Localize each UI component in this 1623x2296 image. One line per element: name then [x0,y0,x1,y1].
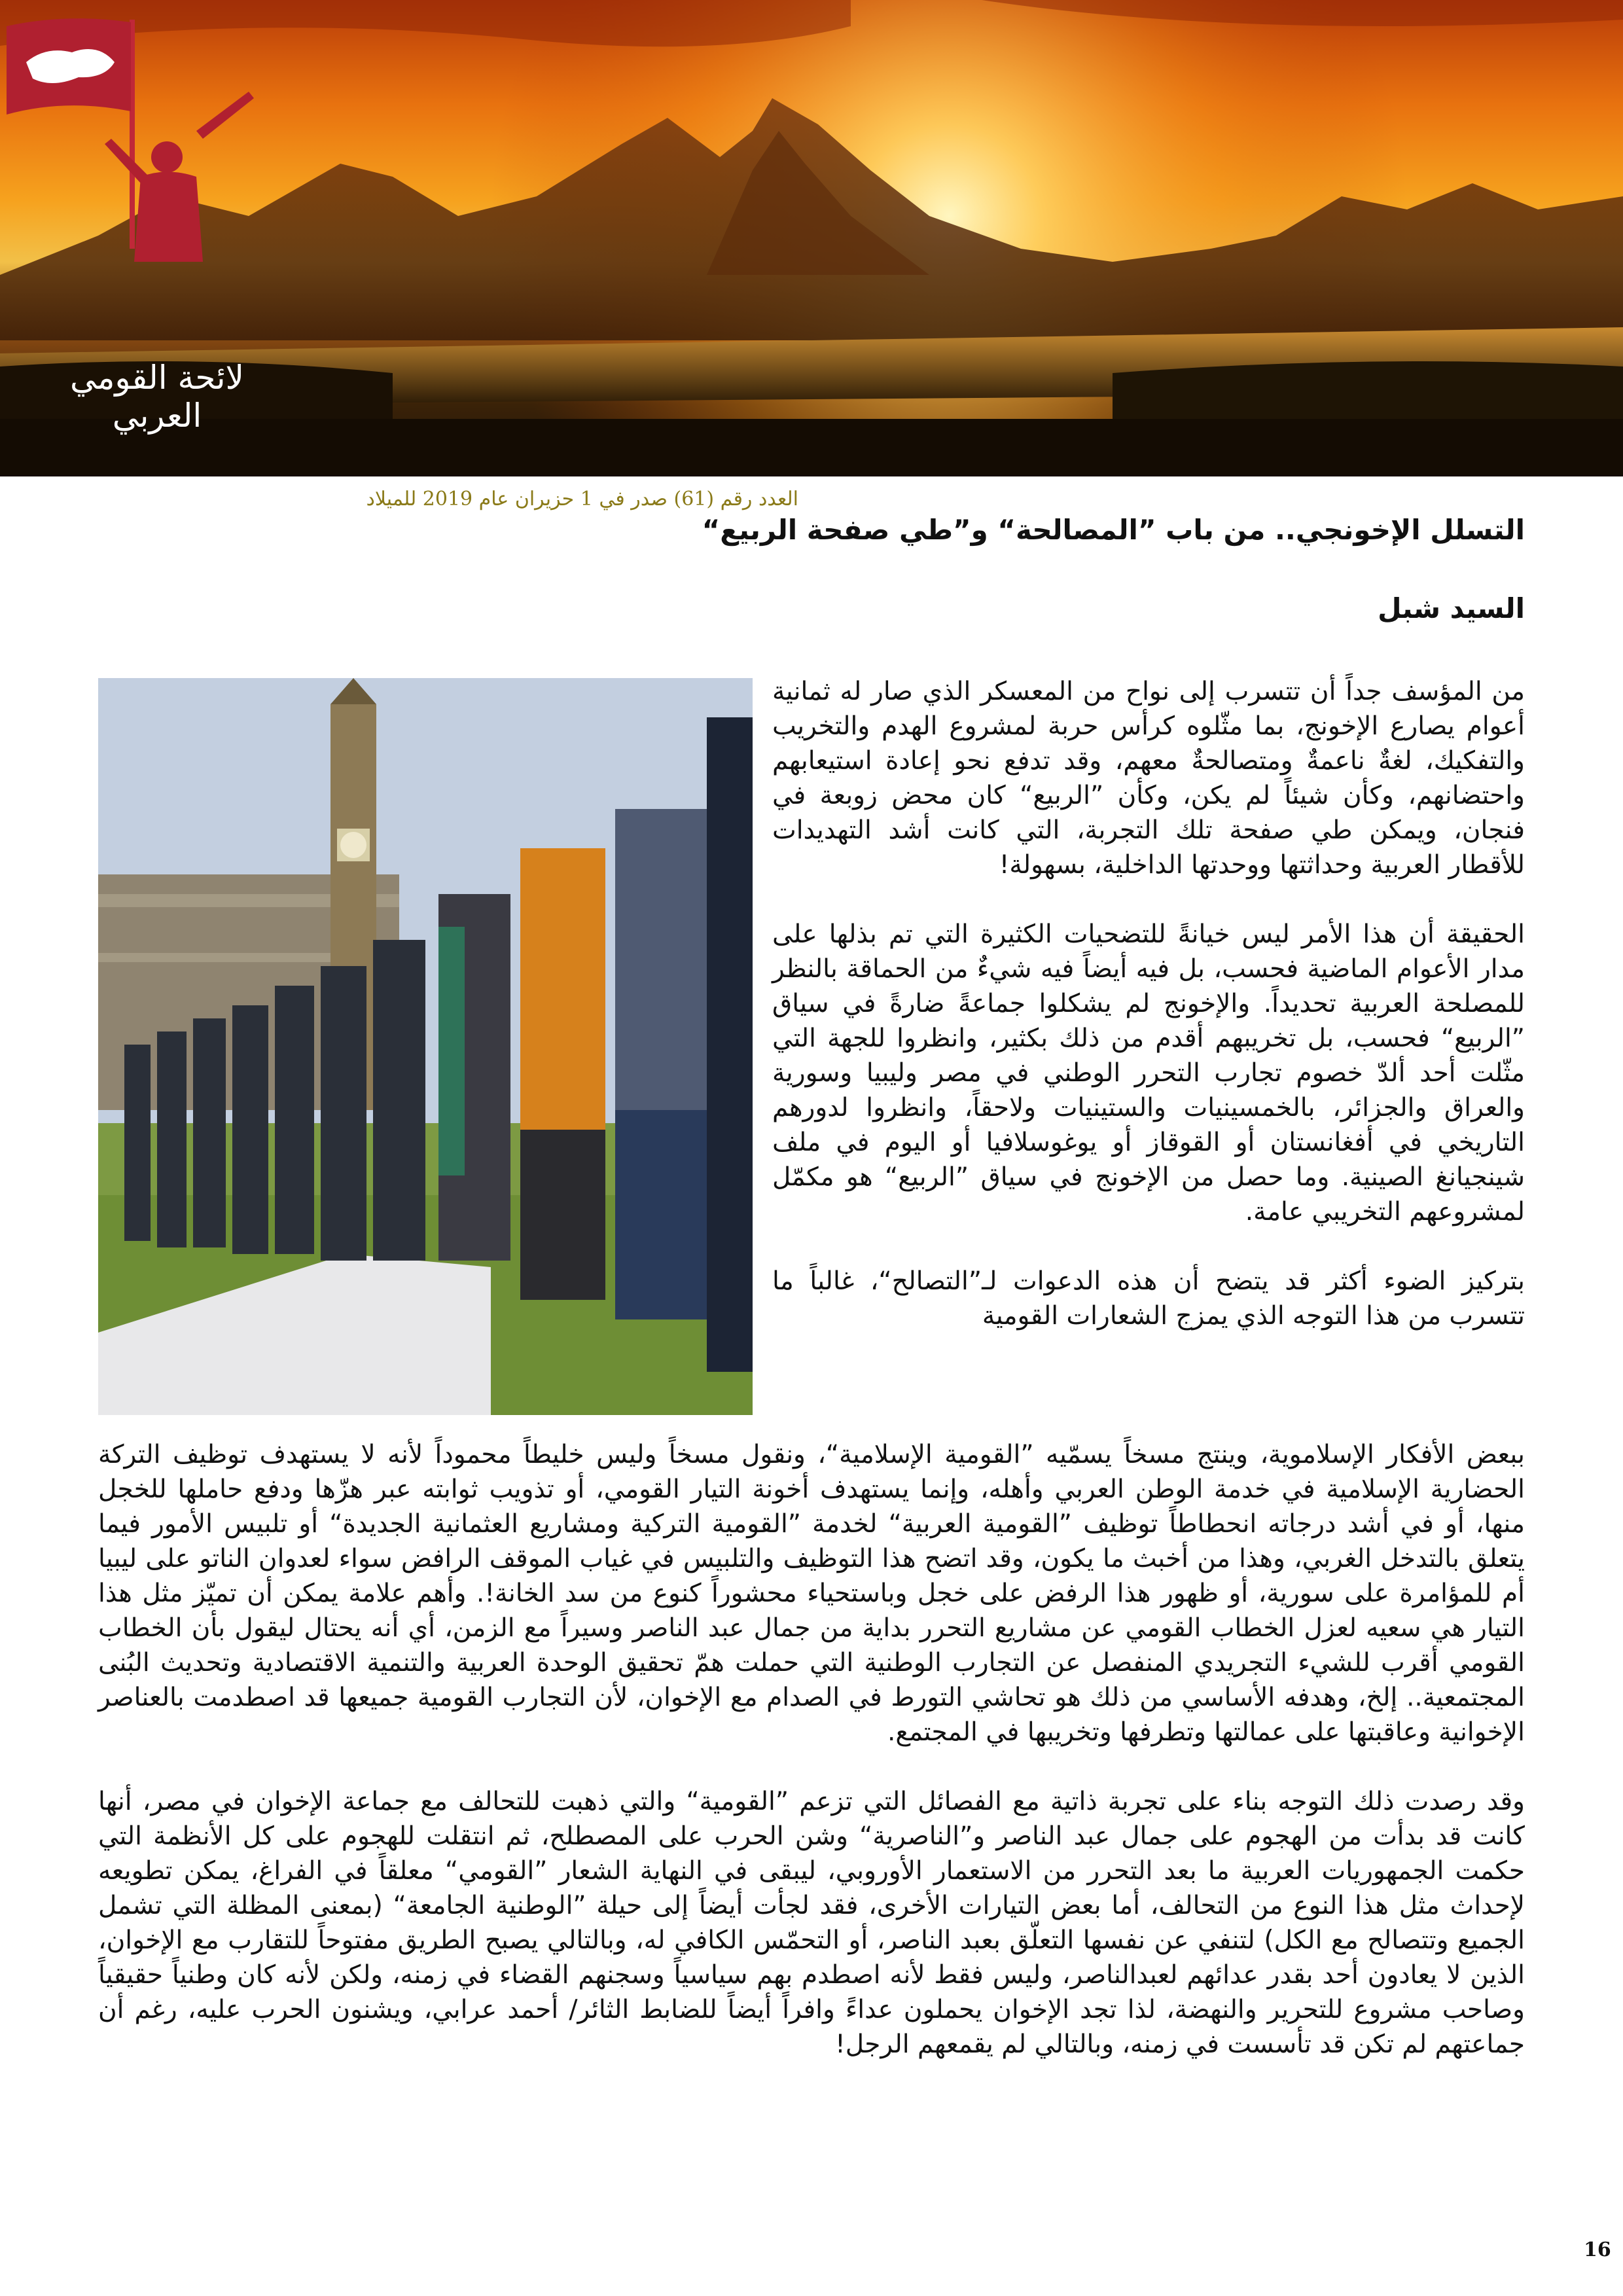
header-banner [0,0,1623,476]
logo-icon [0,0,275,275]
paragraph: من المؤسف جداً أن تتسرب إلى نواح من المعسكر الذي صار له ثمانية أعوام يصارع الإخونج، بما مثّلوه كرأس حربة لمشروع الهدم والتخريب والتفكيك، لغةٌ ناعمةٌ ومتصالحةٌ معهم، وقد تدفع نحو إعادة استيعابهم واحتضانهم، وكأن شيئاً لم يكن، وكأن ”الربيع“ كان محض زوبعة في فنجان، ويمكن طي صفحة تلك التجربة، التي كانت أشد التهديدات للأقطار العربية وحداثتها ووحدتها الداخلية، بسهولة! [772,677,1525,880]
page-number: 16 [1584,2238,1611,2261]
paragraph: ببعض الأفكار الإسلاموية، وينتج مسخاً يسمّيه ”القومية الإسلامية“، ونقول مسخاً وليس خليطاً محموداً لأنه لا يستهدف توظيف التركة الحضارية الإسلامية في خدمة الوطن العربي وأهله، وإنما يستهدف أخونة التيار القومي، أو تذويب ثوابته عبر هزّها ودفع حاملها للخجل منها، أو في أشد درجاته انحطاطاً توظيف ”القومية العربية“ لخدمة ”القومية التركية ومشاريع العثمانية الجديدة“ أو تلبيس الأمور فيما يتعلق بالتدخل الغربي، وهذا من أخبث ما يكون، وقد اتضح هذا التوظيف والتلبيس في غياب الموقف الرافض سواء لعدوان الناتو على ليبيا أم للمؤامرة على سورية، أو ظهور هذا الرفض على خجل وباستحياء محشوراً كنوع من سد الخانة!. وأهم علامة يمكن أن تميّز مثل هذا التيار هي سعيه لعزل الخطاب القومي عن مشاريع التحرر بداية من جمال عبد الناصر وسيراً مع الزمن، أي أنه يحتال ليقول بأن الخطاب القومي أقرب للشيء التجريدي المنفصل عن التجارب الوطنية التي حملت همّ تحقيق الوحدة العربية والتنمية الاقتصادية وتحديث البُنى المجتمعية.. إلخ، وهدفه الأساسي من ذلك هو تحاشي التورط في الصدام مع الإخوان، لأن التجارب القومية جميعها قد اصطدمت بالعناصر الإخوانية وعاقبتها على عمالتها وتطرفها وتخريبها في المجتمع. [98,1440,1525,1747]
article-author: السيد شبل [1378,592,1525,624]
prayer-photo-image [98,678,753,1415]
paragraph: بتركيز الضوء أكثر قد يتضح أن هذه الدعوات لـ”التصالح“، غالباً ما تتسرب من هذا التوجه الذي يمزج الشعارات القومية [772,1266,1525,1331]
article-column-text [772,674,1525,1333]
paragraph: الحقيقة أن هذا الأمر ليس خيانةً للتضحيات الكثيرة التي تم بذلها على مدار الأعوام الماضية فحسب، بل فيه أيضاً فيه شيءٌ من الحماقة بالنظر للمصلحة العربية تحديداً. والإخونج لم يشكلوا جماعةً ضارةً في سياق ”الربيع“ فحسب، بل تخريبهم أقدم من ذلك بكثير، وانظروا للجهة التي مثّلت أحد ألدّ خصوم تجارب التحرر الوطني في مصر وليبيا وسورية والعراق والجزائر، بالخمسينيات والستينيات ولاحقاً، وانظروا لدورهم التاريخي في أفغانستان أو القوقاز أو يوغوسلافيا أو اليوم في ملف شينجيانغ الصينية. وما حصل من الإخونج في سياق ”الربيع“ هو مكمّل لمشروعهم التخريبي عامة. [772,920,1525,1227]
paragraph: وقد رصدت ذلك التوجه بناء على تجربة ذاتية مع الفصائل التي تزعم ”القومية“ والتي ذهبت للتحالف مع جماعة الإخوان في مصر، أنها كانت قد بدأت من الهجوم على جمال عبد الناصر و”الناصرية“ وشن الحرب على المصطلح، ثم انتقلت للهجوم على كل الأنظمة التي حكمت الجمهوريات العربية ما بعد التحرر من الاستعمار الأوروبي، ليبقى في النهاية الشعار ”القومي“ معلقاً في الفراغ، يمكن تطويعه لإحداث مثل هذا النوع من التحالف، أما بعض التيارات الأخرى، فقد لجأت أيضاً إلى حيلة ”الوطنية الجامعة“ (بمعنى المظلة التي تشمل الجميع وتتصالح مع الكل) لتنفي عن نفسها التعلّق بعبد الناصر، أو التحمّس الكافي له، وبالتالي يصبح الطريق مفتوحاً للتقارب مع الإخوان، الذين لا يعادون أحد بقدر عدائهم لعبدالناصر، وليس فقط لأنه اصطدم بهم سياسياً وسجنهم القضاء في زمنه، ولكن لأنه كان وطنياً حقيقياً وصاحب مشروع للتحرير والنهضة، لذا تجد الإخوان يحملون عداءً وافراً أيضاً للضابط الثائر/ أحمد عرابي، ويشنون الحرب عليه، رغم أن جماعتهم لم تكن قد تأسست في زمنه، وبالتالي لم يقمعهم الرجل! [98,1787,1525,2059]
issue-info: العدد رقم (61) صدر في 1 حزيران عام 2019 للميلاد [366,488,798,511]
article-photo [98,678,753,1415]
article-title: التسلل الإخونجي.. من باب ”المصالحة“ و”طي صفحة الربيع“ [702,514,1525,546]
logo-caption: لائحة القومي العربي [69,359,245,435]
article-full-width-text [98,1437,1525,2096]
